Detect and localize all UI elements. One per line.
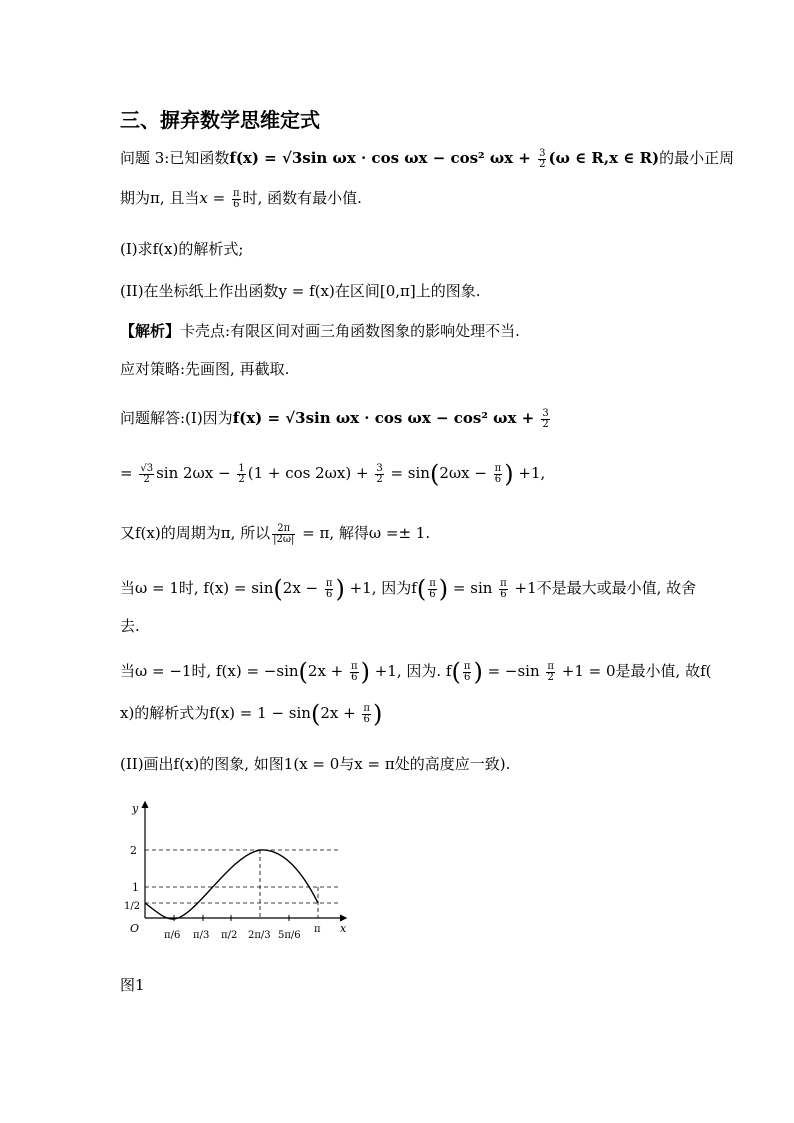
answer-line-1: 问题解答:(I)因为f(x) = √3sin ωx · cos ωx − cos² ωx + $\frac{3}{2}$ — [120, 407, 549, 430]
part1-text: (I)求f(x)的解析式; — [120, 240, 244, 258]
figure-caption: 图1 — [120, 976, 145, 994]
y-tick-1: 1 — [132, 881, 139, 894]
function-graph — [118, 798, 358, 948]
part2-text: (II)在坐标纸上作出函数y = f(x)在区间[0,π]上的图象. — [120, 282, 481, 300]
analysis-line: 【解析】卡壳点:有限区间对画三角函数图象的影响处理不当. — [120, 322, 520, 340]
problem-line-1: 问题 3:已知函数f(x) = √3sin ωx · cos ωx − cos² ωx + $\frac{3}{2}$ (ω ∈ R,x ∈ R)的最小正周 — [120, 147, 735, 170]
x-tick-pi3: π/3 — [193, 930, 210, 941]
answer-line-7: x)的解析式为f(x) = 1 − sin(2x + $\frac{\pi}{6}$ ) — [120, 700, 383, 728]
sine-curve — [145, 850, 318, 919]
x-tick-pi: π — [314, 924, 321, 935]
y-tick-half: 1/2 — [124, 901, 141, 912]
x-axis-label: x — [340, 922, 347, 935]
section-heading: 三、摒弃数学思维定式 — [120, 108, 320, 132]
answer-line-5: 去. — [120, 617, 140, 635]
answer-line-6: 当ω = −1时, f(x) = −sin(2x + $\frac{\pi}{6}$ ) +1, 因为. f( $\frac{\pi}{6}$ ) = −sin $\frac{\pi}{2}$ +1 = 0是最小值, 故f( — [120, 658, 712, 686]
strategy-line: 应对策略:先画图, 再截取. — [120, 360, 290, 378]
answer-line-2: = $\frac{√3}{2}$ sin 2ωx − $\frac{1}{2}$ (1 + cos 2ωx) + $\frac{3}{2}$ = sin(2ωx − $\frac{\pi}{6}$ ) +1, — [120, 460, 546, 488]
answer-line-4: 当ω = 1时, f(x) = sin(2x − $\frac{\pi}{6}$ ) +1, 因为f( $\frac{\pi}{6}$ ) = sin $\frac{\pi}{6}$ +1不是最大或最小值, 故舍 — [120, 575, 697, 603]
answer-part2: (II)画出f(x)的图象, 如图1(x = 0与x = π处的高度应一致). — [120, 755, 511, 773]
problem-line-2: 期为π, 且当x = $\frac{\pi}{6}$ 时, 函数有最小值. — [120, 187, 362, 210]
x-tick-2pi3: 2π/3 — [248, 930, 271, 941]
x-tick-pi6: π/6 — [164, 930, 181, 941]
x-tick-pi2: π/2 — [221, 930, 238, 941]
x-tick-5pi6: 5π/6 — [278, 930, 301, 941]
y-tick-2: 2 — [130, 844, 137, 857]
y-axis-label: y — [132, 802, 139, 815]
answer-line-3: 又f(x)的周期为π, 所以 $\frac{2\pi}{|2\omega|}$ = π, 解得ω =± 1. — [120, 522, 431, 545]
origin-label: O — [130, 922, 140, 935]
